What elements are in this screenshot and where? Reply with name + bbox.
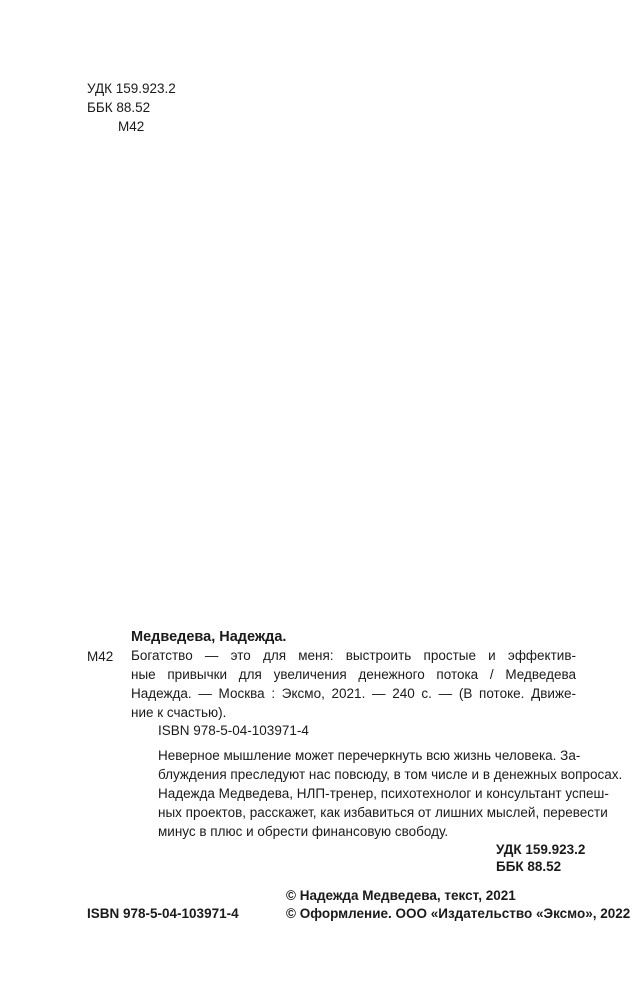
title-line: Надежда. — Москва : Эксмо, 2021. — 240 с. — (В потоке. Движе- [131,686,576,701]
catalog-title-block [131,646,576,722]
title-line: Богатство — это для меня: выстроить простые и эффектив- [131,648,576,663]
catalog-bbk-code: ББК 88.52 [496,859,562,874]
copyright-text: © Надежда Медведева, текст, 2021 [286,888,516,903]
title-line: ние к счастью). [131,705,227,720]
annotation-line: минус в плюс и обрести финансовую свободу. [158,824,449,839]
annotation-block [158,746,623,841]
top-bbk-code: ББК 88.52 [87,100,151,115]
top-author-sign: М42 [118,119,145,134]
annotation-line: Надежда Медведева, НЛП-тренер, психотехнолог и консультант успеш- [158,786,609,801]
annotation-line: Неверное мышление может перечеркнуть всю жизнь человека. За- [158,748,581,763]
author-heading: Медведева, Надежда. [131,629,287,645]
top-udk-code: УДК 159.923.2 [87,81,176,96]
annotation-line: блуждения преследуют нас повсюду, в том числе и в денежных вопросах. [158,767,623,782]
catalog-isbn: ISBN 978-5-04-103971-4 [158,723,309,738]
catalog-author-sign: М42 [87,649,114,664]
copyright-design: © Оформление. ООО «Издательство «Эксмо», 2022 [286,906,631,921]
catalog-udk-code: УДК 159.923.2 [496,842,586,857]
annotation-line: ных проектов, расскажет, как избавиться от лишних мыслей, перевести [158,805,608,820]
footer-isbn: ISBN 978-5-04-103971-4 [87,906,239,921]
title-line: ные привычки для увеличения денежного потока / Медведева [131,667,576,682]
